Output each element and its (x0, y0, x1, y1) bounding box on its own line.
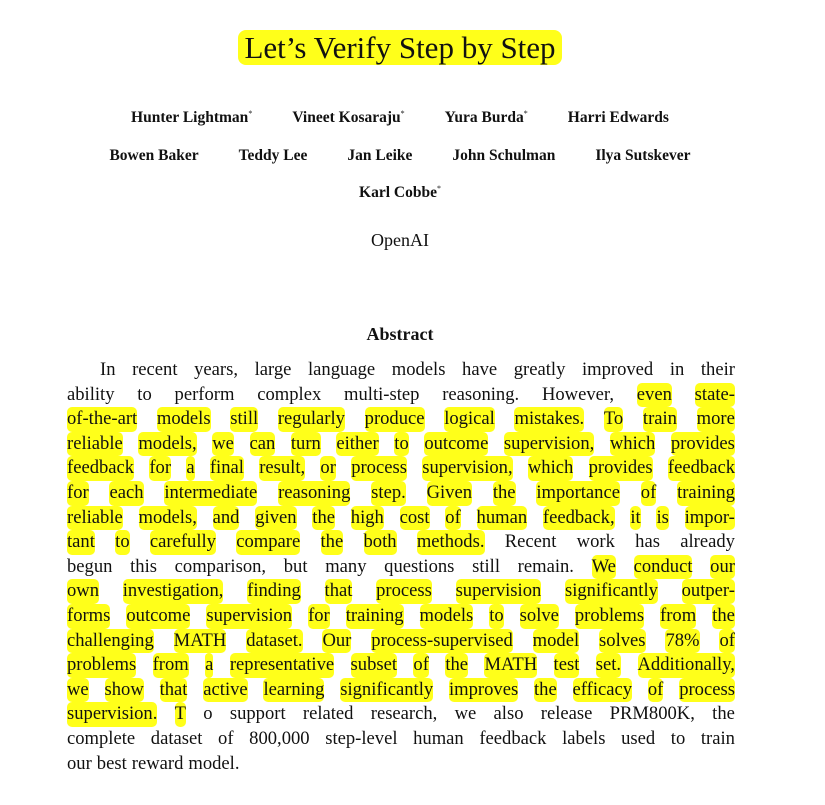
word: have (462, 359, 498, 380)
word: the (712, 703, 735, 725)
highlighted-word: of (445, 506, 461, 531)
highlighted-word: more (697, 407, 735, 432)
highlighted-word: improves (449, 678, 518, 703)
word: related (302, 703, 354, 725)
highlighted-word: We (592, 555, 616, 580)
highlighted-word: process-supervised (371, 629, 512, 654)
highlighted-word: supervision (456, 579, 542, 604)
word: o (203, 703, 213, 725)
highlighted-word: to (489, 604, 503, 629)
author-name: Jan Leike (347, 147, 413, 164)
abstract-line (67, 727, 735, 752)
highlighted-word: conduct (634, 555, 693, 580)
word: used (621, 727, 656, 749)
highlighted-word: supervision, (504, 432, 594, 457)
highlighted-word: provides (671, 432, 735, 457)
highlighted-word: compare (236, 530, 300, 555)
abstract-line (67, 629, 735, 654)
highlighted-word: solves (599, 629, 645, 654)
highlighted-word: process (351, 456, 407, 481)
highlighted-word: 78% (665, 629, 699, 654)
highlighted-word: Additionally, (638, 653, 735, 678)
word: language (308, 359, 376, 380)
highlighted-word: it (630, 506, 640, 531)
highlighted-word: feedback (67, 456, 134, 481)
word: multi-step (344, 383, 420, 405)
word: best (96, 752, 127, 774)
word: PRM800K, (609, 703, 695, 725)
highlighted-word: can (250, 432, 276, 457)
highlighted-word: the (712, 604, 735, 629)
highlighted-word: for (67, 481, 89, 506)
highlighted-word: carefully (150, 530, 216, 555)
highlighted-word: state- (695, 383, 735, 408)
paper-title (0, 30, 800, 66)
highlighted-word: reliable (67, 432, 123, 457)
highlighted-word: of (413, 653, 429, 678)
highlighted-word: that (160, 678, 188, 703)
highlighted-word: significantly (565, 579, 658, 604)
word: However, (541, 383, 614, 405)
highlighted-word: test (554, 653, 580, 678)
highlighted-word: representative (230, 653, 334, 678)
highlighted-word: a (186, 456, 194, 481)
highlighted-word: logical (444, 407, 495, 432)
word: questions (384, 555, 455, 577)
highlighted-word: methods. (417, 530, 485, 555)
word: has (635, 531, 660, 553)
highlighted-word: the (321, 530, 344, 555)
highlighted-word: process (376, 579, 432, 604)
author-name: Hunter Lightman* (131, 109, 253, 127)
abstract-line (67, 653, 735, 678)
highlighted-word: dataset. (246, 629, 302, 654)
word: their (700, 359, 735, 380)
word: complete (67, 727, 136, 749)
highlighted-word: even (637, 383, 672, 408)
author-name: Teddy Lee (238, 147, 308, 164)
highlighted-word: set. (596, 653, 621, 678)
highlighted-word: both (364, 530, 397, 555)
highlighted-word: Given (427, 481, 472, 506)
abstract-line (67, 506, 735, 531)
highlighted-word: supervision (206, 604, 292, 629)
word: large (254, 359, 292, 380)
word: labels (562, 727, 606, 749)
authors-row-1 (0, 109, 800, 127)
word: to (137, 383, 152, 405)
highlighted-word: we (212, 432, 234, 457)
highlighted-word: importance (536, 481, 620, 506)
word: dataset (150, 727, 203, 749)
highlighted-word: step. (371, 481, 406, 506)
word: step-level (325, 727, 398, 749)
word: recent (132, 359, 178, 380)
abstract-body (67, 358, 735, 776)
highlighted-word: tant (67, 530, 95, 555)
word: many (325, 555, 367, 577)
abstract-line (67, 358, 735, 383)
highlighted-word: problems (67, 653, 136, 678)
highlighted-word: problems (575, 604, 644, 629)
abstract-line (67, 604, 735, 629)
highlighted-word: the (312, 506, 335, 531)
highlighted-word: intermediate (164, 481, 257, 506)
highlighted-word: of-the-art (67, 407, 137, 432)
abstract-line (67, 555, 735, 580)
abstract-line (67, 481, 735, 506)
word: 800,000 (249, 727, 310, 749)
highlighted-word: outcome (126, 604, 190, 629)
highlighted-word: the (493, 481, 516, 506)
equal-contribution-mark: * (436, 184, 441, 193)
paper-title-text: Let’s Verify Step by Step (238, 30, 561, 65)
highlighted-word: To (604, 407, 623, 432)
highlighted-word: result, (259, 456, 305, 481)
word: ability (67, 383, 115, 405)
author-name: John Schulman (452, 147, 556, 164)
highlighted-word: provides (589, 456, 653, 481)
word: years, (194, 359, 238, 380)
author-name: Karl Cobbe* (359, 184, 441, 202)
abstract-line (67, 432, 735, 457)
word: human (413, 727, 464, 749)
highlighted-word: for (149, 456, 171, 481)
word: release (540, 703, 593, 725)
highlighted-word: investigation, (123, 579, 224, 604)
author-name: Ilya Sutskever (595, 147, 691, 164)
word: complex (257, 383, 322, 405)
highlighted-word: and (213, 506, 240, 531)
word: research, (370, 703, 438, 725)
highlighted-word: a (205, 653, 213, 678)
highlighted-word: models, (138, 432, 196, 457)
highlighted-word: models (420, 604, 474, 629)
highlighted-word: which (528, 456, 573, 481)
authors-row-3 (0, 184, 800, 202)
highlighted-word: the (445, 653, 468, 678)
word: reasoning. (442, 383, 520, 405)
highlighted-word: solve (520, 604, 559, 629)
highlighted-word: MATH (484, 653, 537, 678)
word: our (67, 752, 92, 774)
highlighted-word: models, (139, 506, 197, 531)
highlighted-word: or (320, 456, 336, 481)
word: train (700, 727, 735, 749)
highlighted-word: that (325, 579, 353, 604)
highlighted-word: T (175, 702, 186, 727)
highlighted-word: given (255, 506, 296, 531)
highlighted-word: either (336, 432, 378, 457)
highlighted-word: impor- (685, 506, 735, 531)
highlighted-word: regularly (278, 407, 345, 432)
highlighted-word: feedback, (543, 506, 615, 531)
abstract-line (67, 383, 735, 408)
highlighted-word: training (346, 604, 404, 629)
equal-contribution-mark: * (248, 109, 253, 118)
highlighted-word: human (477, 506, 528, 531)
word: feedback (479, 727, 547, 749)
word: already (680, 531, 735, 553)
highlighted-word: subset (351, 653, 397, 678)
highlighted-word: cost (400, 506, 430, 531)
highlighted-word: finding (247, 579, 301, 604)
highlighted-word: to (115, 530, 129, 555)
highlighted-word: learning (263, 678, 324, 703)
highlighted-word: still (230, 407, 258, 432)
highlighted-word: significantly (340, 678, 433, 703)
highlighted-word: the (534, 678, 557, 703)
highlighted-word: final (210, 456, 244, 481)
highlighted-word: training (677, 481, 735, 506)
word: perform (174, 383, 235, 405)
highlighted-word: we (67, 678, 89, 703)
highlighted-word: models (157, 407, 211, 432)
abstract-line (67, 530, 735, 555)
highlighted-word: produce (365, 407, 425, 432)
word: we (454, 703, 477, 725)
highlighted-word: of (719, 629, 735, 654)
equal-contribution-mark: * (523, 109, 528, 118)
word: this (130, 555, 157, 577)
highlighted-word: outper- (682, 579, 735, 604)
equal-contribution-mark: * (400, 109, 405, 118)
word: in (669, 359, 685, 380)
abstract-line (67, 702, 735, 727)
highlighted-word: from (660, 604, 696, 629)
word: improved (581, 359, 654, 380)
abstract-line (67, 678, 735, 703)
author-name: Harri Edwards (567, 109, 669, 126)
abstract-heading: Abstract (366, 324, 434, 344)
highlighted-word: train (643, 407, 677, 432)
highlighted-word: of (648, 678, 664, 703)
author-name: Yura Burda* (444, 109, 528, 127)
word: Recent (504, 531, 557, 553)
author-name: Vineet Kosaraju* (292, 109, 405, 127)
word: comparison, (174, 555, 267, 577)
highlighted-word: for (308, 604, 330, 629)
highlighted-word: supervision, (422, 456, 512, 481)
highlighted-word: which (610, 432, 655, 457)
highlighted-word: model (533, 629, 579, 654)
highlighted-word: forms (67, 604, 110, 629)
highlighted-word: is (656, 506, 668, 531)
highlighted-word: high (351, 506, 384, 531)
abstract-line (67, 579, 735, 604)
highlighted-word: MATH (174, 629, 227, 654)
word: support (229, 703, 286, 725)
highlighted-word: from (153, 653, 189, 678)
word: work (576, 531, 615, 553)
authors-row-2 (0, 147, 800, 165)
word: still (472, 555, 500, 577)
highlighted-word: our (710, 555, 735, 580)
word: models (391, 359, 446, 380)
author-name: Bowen Baker (109, 147, 199, 164)
word: also (493, 703, 524, 725)
abstract-line (67, 752, 735, 777)
highlighted-word: reliable (67, 506, 123, 531)
highlighted-word: of (641, 481, 657, 506)
word: In (100, 359, 116, 380)
highlighted-word: to (394, 432, 408, 457)
highlighted-word: own (67, 579, 99, 604)
highlighted-word: outcome (424, 432, 488, 457)
highlighted-word: efficacy (573, 678, 633, 703)
highlighted-word: Our (322, 629, 351, 654)
highlighted-word: challenging (67, 629, 154, 654)
word: begun (67, 555, 113, 577)
highlighted-word: turn (291, 432, 321, 457)
word: reward (131, 752, 184, 774)
highlighted-word: feedback (668, 456, 735, 481)
word: model. (188, 752, 240, 774)
highlighted-word: mistakes. (514, 407, 584, 432)
highlighted-word: supervision. (67, 702, 157, 727)
abstract-line (67, 456, 735, 481)
word: to (670, 727, 686, 749)
highlighted-word: process (679, 678, 735, 703)
highlighted-word: show (105, 678, 144, 703)
abstract-line (67, 407, 735, 432)
word: remain. (517, 555, 574, 577)
highlighted-word: each (109, 481, 143, 506)
affiliation: OpenAI (371, 230, 429, 250)
highlighted-word: reasoning (278, 481, 350, 506)
word: of (218, 727, 234, 749)
word: greatly (513, 359, 566, 380)
word: but (283, 555, 308, 577)
highlighted-word: active (203, 678, 247, 703)
